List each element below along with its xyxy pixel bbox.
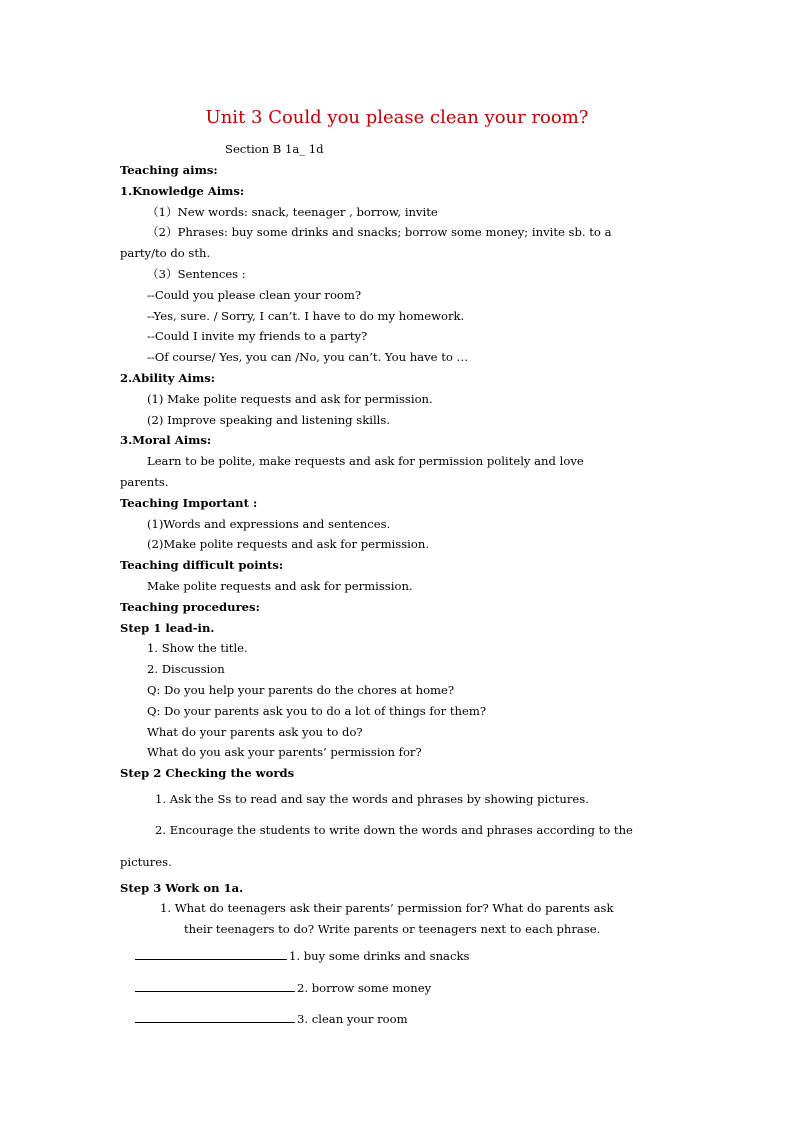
phrase-text: 1. buy some drinks and snacks: [289, 949, 470, 963]
teaching-procedures-heading: Teaching procedures:: [120, 600, 260, 614]
knowledge-line: party/to do sth.: [120, 246, 211, 260]
step2-heading: Step 2 Checking the words: [120, 766, 295, 780]
knowledge-line: （3）Sentences :: [147, 267, 246, 281]
sentence-line: --Could you please clean your room?: [147, 288, 362, 302]
ability-aims-heading: 2.Ability Aims:: [120, 371, 216, 385]
knowledge-line: （1）New words: snack, teenager , borrow, invite: [147, 205, 438, 219]
step1-line: 1. Show the title.: [147, 641, 248, 655]
phrase-text: 2. borrow some money: [297, 981, 432, 995]
ability-line: (1) Make polite requests and ask for permission.: [147, 392, 433, 406]
step1-heading: Step 1 lead-in.: [120, 621, 215, 635]
moral-aims-heading: 3.Moral Aims:: [120, 433, 212, 447]
moral-line: Learn to be polite, make requests and ask for permission politely and love: [147, 454, 584, 468]
ability-line: (2) Improve speaking and listening skills.: [147, 413, 391, 427]
page-title: Unit 3 Could you please clean your room?: [205, 107, 589, 128]
step3-line: their teenagers to do? Write parents or teenagers next to each phrase.: [184, 922, 601, 936]
sentence-line: --Of course/ Yes, you can /No, you can’t. You have to …: [147, 350, 469, 364]
important-line: (1)Words and expressions and sentences.: [147, 517, 391, 531]
answer-blank[interactable]: [135, 980, 295, 992]
step1-line: Q: Do you help your parents do the chores at home?: [147, 683, 455, 697]
step2-line: pictures.: [120, 855, 172, 869]
phrase-text: 3. clean your room: [297, 1012, 408, 1026]
step2-line: 1. Ask the Ss to read and say the words and phrases by showing pictures.: [155, 792, 589, 806]
step2-line: 2. Encourage the students to write down the words and phrases according to the: [155, 823, 633, 837]
answer-blank[interactable]: [135, 948, 287, 960]
teaching-aims-heading: Teaching aims:: [120, 163, 218, 177]
subtitle: Section B 1a_ 1d: [225, 142, 324, 156]
step1-line: 2. Discussion: [147, 662, 225, 676]
step3-heading: Step 3 Work on 1a.: [120, 881, 244, 895]
phrase-row: [135, 980, 431, 995]
phrase-row: [135, 948, 469, 963]
phrase-row: [135, 1011, 408, 1026]
difficult-line: Make polite requests and ask for permission.: [147, 579, 413, 593]
sentence-line: --Could I invite my friends to a party?: [147, 329, 368, 343]
sentence-line: --Yes, sure. / Sorry, I can’t. I have to do my homework.: [147, 309, 465, 323]
step1-line: Q: Do your parents ask you to do a lot of things for them?: [147, 704, 487, 718]
teaching-important-heading: Teaching Important :: [120, 496, 258, 510]
moral-line: parents.: [120, 475, 169, 489]
step1-line: What do you ask your parents’ permission for?: [147, 745, 422, 759]
knowledge-aims-heading: 1.Knowledge Aims:: [120, 184, 245, 198]
knowledge-line: （2）Phrases: buy some drinks and snacks; borrow some money; invite sb. to a: [147, 225, 612, 239]
answer-blank[interactable]: [135, 1011, 295, 1023]
step3-line: 1. What do teenagers ask their parents’ permission for? What do parents ask: [160, 901, 614, 915]
important-line: (2)Make polite requests and ask for permission.: [147, 537, 430, 551]
teaching-difficult-heading: Teaching difficult points:: [120, 558, 284, 572]
step1-line: What do your parents ask you to do?: [147, 725, 363, 739]
